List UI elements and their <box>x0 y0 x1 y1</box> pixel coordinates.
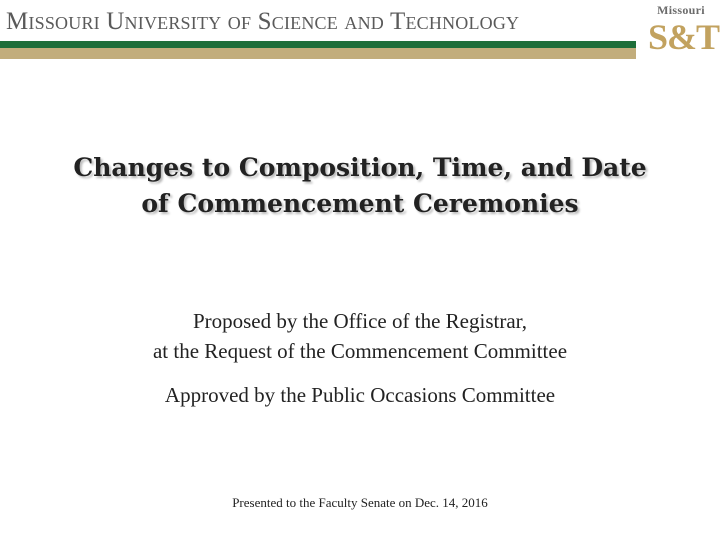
logo-word: Missouri <box>657 3 705 17</box>
proposed-line-2: at the Request of the Commencement Committee <box>152 339 568 363</box>
proposed-line-1: Proposed by the Office of the Registrar, <box>192 309 528 333</box>
slide-title-line-2: of Commencement Ceremonies <box>141 189 579 218</box>
university-name-header: Missouri University of Science and Technology <box>6 8 520 35</box>
approved-by-text: Approved by the Public Occasions Committee <box>164 383 556 407</box>
slide-title <box>30 150 690 222</box>
presented-to-text: Presented to the Faculty Senate on Dec. 14, 2016 <box>232 495 488 510</box>
header-band-gold <box>0 48 636 59</box>
proposed-by-text <box>30 306 690 366</box>
university-logo <box>648 3 720 60</box>
header-band-green <box>0 41 636 48</box>
slide-title-line-1: Changes to Composition, Time, and Date <box>73 153 647 182</box>
logo-mark: S&T <box>648 17 720 57</box>
